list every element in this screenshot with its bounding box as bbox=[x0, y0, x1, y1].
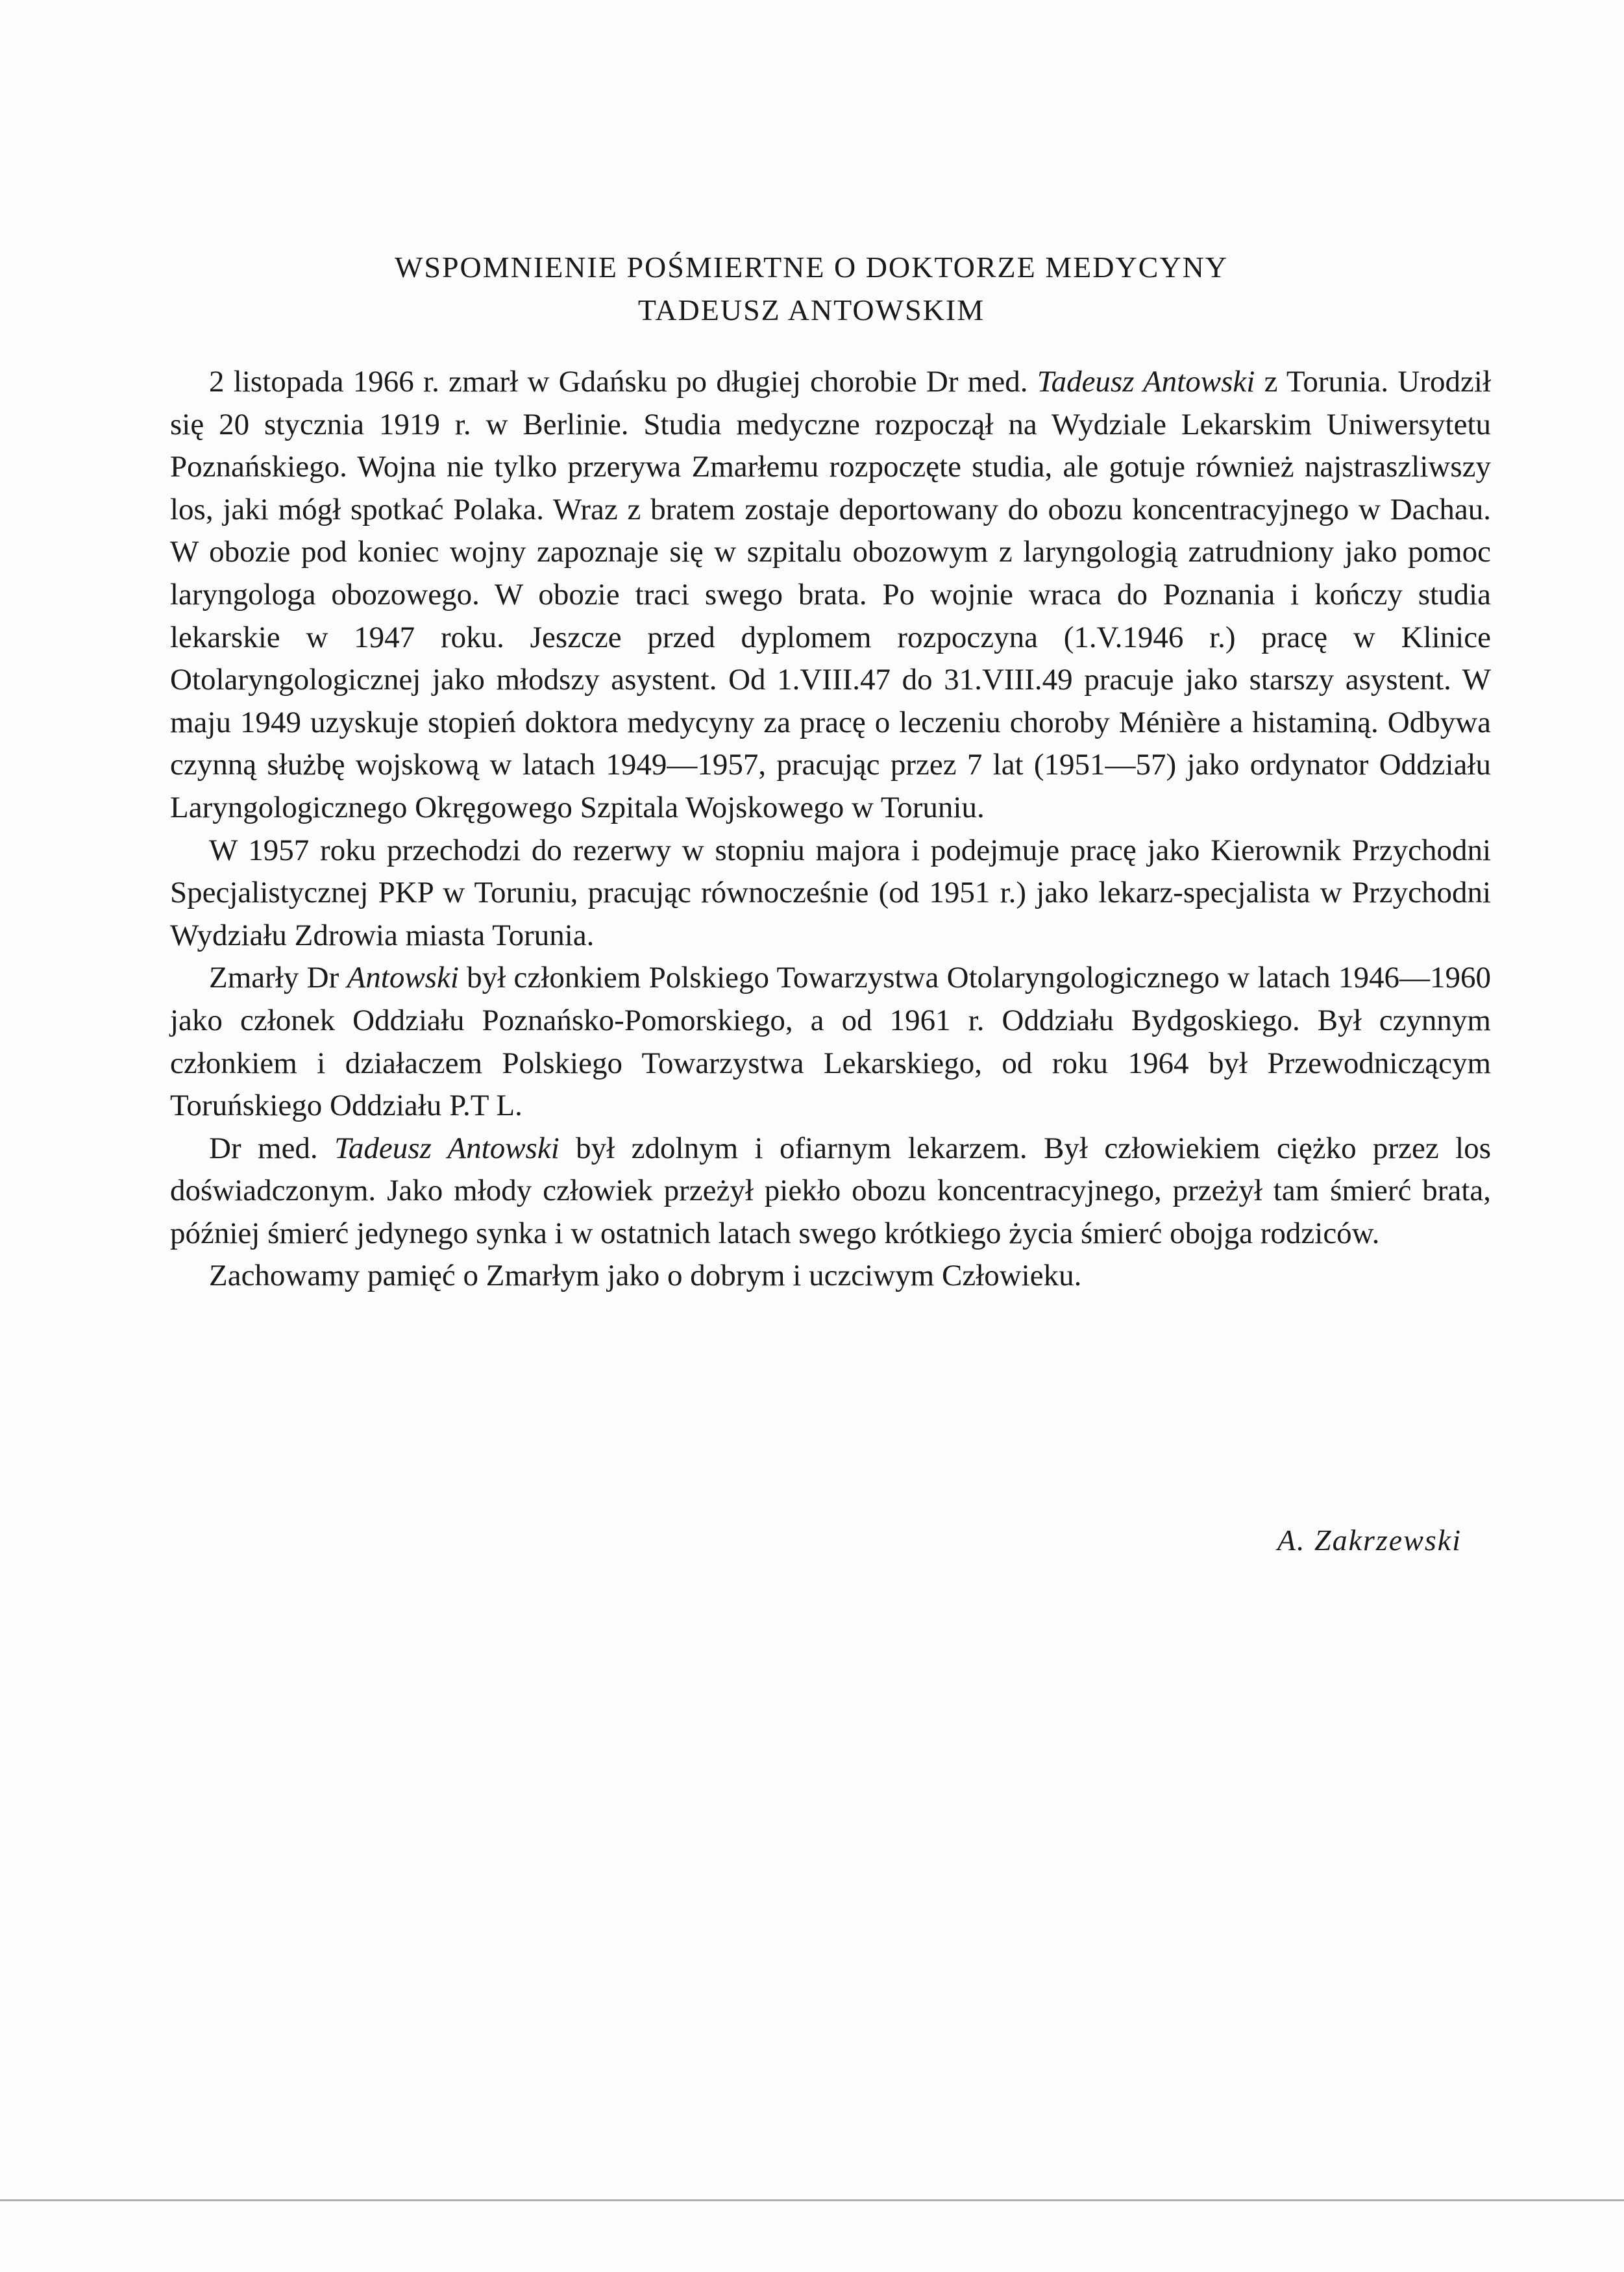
person-name: Tadeusz Antowski bbox=[1037, 365, 1255, 399]
paragraph-2-text: W 1957 roku przechodzi do rezerwy w stopniu majora i podejmuje pracę jako Kierownik Przychodni Specjalistycznej PKP w Toruniu, pracując równocześnie (od 1951 r.) jako lekarz-specjalista w Przychodni Wydziału Zdrowia miasta Torunia. bbox=[170, 833, 1491, 952]
person-surname: Antowski bbox=[347, 961, 459, 995]
paragraph-5 bbox=[170, 1255, 1491, 1298]
paragraph-1 bbox=[170, 361, 1491, 830]
paragraph-4-text-b: był zdolnym i ofiarnym lekarzem. Był człowiekiem ciężko przez los doświadczonym. Jako młody człowiek przeżył piekło obozu koncentracyjnego, przeżył tam śmierć brata, później śmierć jedynego synka i w ostatnich latach swego krótkiego życia śmierć obojga rodziców. bbox=[170, 1131, 1491, 1250]
paragraph-4-text-a: Dr med. bbox=[209, 1131, 335, 1165]
title-line-1: WSPOMNIENIE POŚMIERTNE O DOKTORZE MEDYCYNY bbox=[394, 251, 1229, 284]
author-signature: A. Zakrzewski bbox=[1277, 1524, 1462, 1557]
paragraph-3 bbox=[170, 957, 1491, 1127]
paragraph-5-text: Zachowamy pamięć o Zmarłym jako o dobrym i uczciwym Człowieku. bbox=[209, 1259, 1082, 1293]
paragraph-4 bbox=[170, 1128, 1491, 1255]
person-name: Tadeusz Antowski bbox=[334, 1131, 560, 1165]
page-bottom-edge bbox=[0, 2199, 1624, 2201]
obituary-body bbox=[170, 361, 1491, 1298]
paragraph-1-text-a: 2 listopada 1966 r. zmarł w Gdańsku po długiej chorobie Dr med. bbox=[209, 365, 1037, 399]
paragraph-1-text-b: z Torunia. Urodził się 20 stycznia 1919 r. w Berlinie. Studia medyczne rozpoczął na Wydziale Lekarskim Uniwersytetu Poznańskiego. Wojna nie tylko przerywa Zmarłemu rozpoczęte studia, ale gotuje również najstraszliwszy los, jaki mógł spotkać Polaka. Wraz z bratem zostaje deportowany do obozu koncentracyjnego w Dachau. W obozie pod koniec wojny zapoznaje się w szpitalu obozowym z laryngologią zatrudniony jako pomoc laryngologa obozowego. W obozie traci swego brata. Po wojnie wraca do Poznania i kończy studia lekarskie w 1947 roku. Jeszcze przed dyplomem rozpoczyna (1.V.1946 r.) pracę w Klinice Otolaryngologicznej jako młodszy asystent. Od 1.VIII.47 do 31.VIII.49 pracuje jako starszy asystent. W maju 1949 uzyskuje stopień doktora medycyny za pracę o leczeniu choroby Ménière a histaminą. Odbywa czynną służbę wojskową w latach 1949—1957, pracując przez 7 lat (1951—57) jako ordynator Oddziału Laryngologicznego Okręgowego Szpitala Wojskowego w Toruniu. bbox=[170, 365, 1491, 824]
title-line-2: TADEUSZ ANTOWSKIM bbox=[637, 293, 985, 327]
paragraph-2 bbox=[170, 830, 1491, 957]
paragraph-3-text-a: Zmarły Dr bbox=[209, 961, 347, 995]
paragraph-3-text-b: był członkiem Polskiego Towarzystwa Otolaryngologicznego w latach 1946—1960 jako członek Oddziału Poznańsko-Pomorskiego, a od 1961 r. Oddziału Bydgoskiego. Był czynnym członkiem i działaczem Polskiego Towarzystwa Lekarskiego, od roku 1964 był Przewodniczącym Toruńskiego Oddziału P.T L. bbox=[170, 961, 1491, 1123]
